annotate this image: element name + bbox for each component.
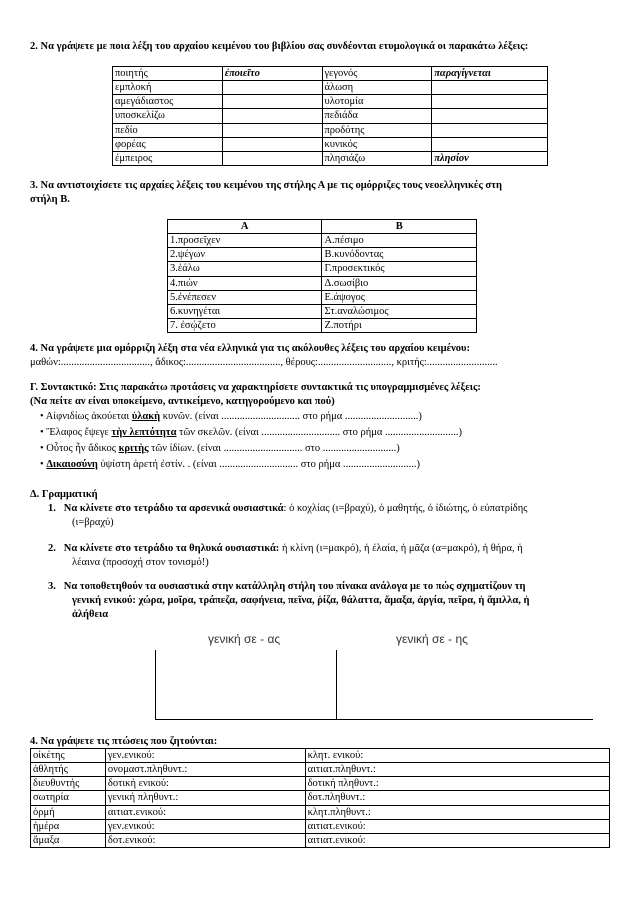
q4b-cell: δοτική ενικού: <box>105 777 305 791</box>
q4b-cell: σωτηρία <box>31 791 106 805</box>
q2-cell <box>222 81 322 95</box>
q4b-cell: ἅμαξα <box>31 833 106 847</box>
q4b-row <box>31 791 610 805</box>
q4b-cell: ἀθλητής <box>31 763 106 777</box>
gamma-sentence-2: • Ἔλαφος ἔψεγε τὴν λεπτότητα τῶν σκελῶν. (είναι .............................. στο ρήμα ............................) <box>40 427 463 438</box>
q3-cell: Ε.άψογος <box>322 290 477 304</box>
delta-item-3-line3: ἀλήθεια <box>72 609 109 620</box>
q2-cell <box>432 137 548 151</box>
underlined-word: κριτὴς <box>118 443 149 454</box>
q3-cell: 5.ἐνέπεσεν <box>168 290 322 304</box>
q2-cell: παραγίγνεται <box>432 67 548 81</box>
q3-header-cell: Β <box>322 220 477 234</box>
q2-row <box>113 151 548 165</box>
q4b-cell: κλητ.πληθυντ.: <box>305 805 609 819</box>
q4b-cell: αιτιατ.πληθυντ.: <box>305 763 609 777</box>
q2-row <box>113 67 548 81</box>
q2-row <box>113 95 548 109</box>
q4-title: 4. Να γράψετε μια ομόρριζη λέξη στα νέα ελληνικά για τις ακόλουθες λέξεις του αρχαίου κειμένου: <box>30 343 470 354</box>
delta-item-1: 1. Να κλίνετε στο τετράδιο τα αρσενικά ουσιαστικά: ὁ κοχλίας (ι=βραχύ), ὁ μαθητής, ὁ ἰδιώτης, ὁ εὐπατρίδης <box>48 503 528 514</box>
q2-cell <box>222 123 322 137</box>
q4b-row <box>31 805 610 819</box>
column-header-as: γενική σε - ας <box>208 632 281 646</box>
q2-cell: κυνικός <box>322 137 432 151</box>
column-header-is: γενική σε - ης <box>396 632 468 646</box>
box-left-border <box>155 650 156 720</box>
underlined-word: τὴν λεπτότητα <box>111 427 177 438</box>
q3-cell: 1.προσεῖχεν <box>168 234 322 248</box>
q2-cell <box>222 151 322 165</box>
q2-cell: πλησιάζω <box>322 151 432 165</box>
delta-item-2: 2. Να κλίνετε στο τετράδιο τα θηλυκά ουσιαστικά: ἡ κλίνη (ι=μακρό), ἡ ἐλαία, ἡ μᾶζα (α=μακρό), ἡ θήρα, ἡ <box>48 543 523 554</box>
box-divider <box>336 650 337 720</box>
q2-cell <box>432 123 548 137</box>
q2-cell: υλοτομία <box>322 95 432 109</box>
q2-cell: εμπλοκή <box>113 81 223 95</box>
q3-row <box>168 304 477 318</box>
q4b-cell: διευθυντής <box>31 777 106 791</box>
q2-cell <box>432 95 548 109</box>
q4b-row <box>31 819 610 833</box>
underlined-word: ὑλακὴ <box>131 411 161 422</box>
q2-cell: ποιητής <box>113 67 223 81</box>
q3-cell: Ζ.ποτήρι <box>322 318 477 332</box>
q3-cell: Α.πέσιμο <box>322 234 477 248</box>
q3-cell: Δ.σωσίβιο <box>322 276 477 290</box>
q4b-cell: δοτική πληθυντ.: <box>305 777 609 791</box>
q2-cell <box>222 137 322 151</box>
q4b-cell: κλητ. ενικού: <box>305 749 609 763</box>
q3-title-line1: 3. Να αντιστοιχίσετε τις αρχαίες λέξεις του κειμένου της στήλης Α με τις ομόρριζες τους νεοελληνικές στη <box>30 180 502 191</box>
gamma-title-line1: Γ. Συντακτικό: Στις παρακάτω προτάσεις να χαρακτηρίσετε συντακτικά τις υπογραμμισμένες λέξεις: <box>30 382 481 393</box>
q3-row <box>168 290 477 304</box>
q4b-row <box>31 777 610 791</box>
q2-row <box>113 109 548 123</box>
q4b-cell: δοτ.πληθυντ.: <box>305 791 609 805</box>
delta-item-3: 3. Να τοποθετηθούν τα ουσιαστικά στην κατάλληλη στήλη του πίνακα ανάλογα με το πώς σχηματίζουν τη <box>48 581 526 592</box>
q3-cell: 7. ἐσῴζετο <box>168 318 322 332</box>
q2-row <box>113 137 548 151</box>
q2-cell <box>432 109 548 123</box>
q4b-row <box>31 833 610 847</box>
gamma-title-line2: (Να πείτε αν είναι υποκείμενο, αντικείμενο, κατηγορούμενο και πού) <box>30 396 335 407</box>
q2-cell: αμεγάδιαστος <box>113 95 223 109</box>
q4b-cell: ὁρμή <box>31 805 106 819</box>
q3-row <box>168 318 477 332</box>
q3-header-cell: Α <box>168 220 322 234</box>
delta-title: Δ. Γραμματική <box>30 489 98 500</box>
q4b-row <box>31 749 610 763</box>
q4b-cell: ονομαστ.πληθυντ.: <box>105 763 305 777</box>
q2-row <box>113 81 548 95</box>
q2-cell: προδότης <box>322 123 432 137</box>
q2-cell <box>222 95 322 109</box>
q4b-cell: ἡμέρα <box>31 819 106 833</box>
q2-cell: άλωση <box>322 81 432 95</box>
q2-table <box>112 66 548 166</box>
q3-cell: 2.ψέγων <box>168 248 322 262</box>
q4b-cell: γενική πληθυντ.: <box>105 791 305 805</box>
q3-row <box>168 248 477 262</box>
q4-blanks-line: μαθών:.................................., ἄδικος:...................................., θέρους:............................, κριτής:........................... <box>30 357 498 368</box>
delta-item-2-cont: λέαινα (προσοχή στον τονισμό!) <box>72 557 209 568</box>
q3-cell: 4.πιών <box>168 276 322 290</box>
q4b-row <box>31 763 610 777</box>
q3-row <box>168 234 477 248</box>
q4b-cell: δοτ.ενικού: <box>105 833 305 847</box>
q3-cell: Γ.προσεκτικός <box>322 262 477 276</box>
q4b-cell: αιτιατ.ενικού: <box>305 833 609 847</box>
q4b-cell: αιτιατ.ενικού: <box>105 805 305 819</box>
q2-cell: πεδιάδα <box>322 109 432 123</box>
q3-table <box>167 219 477 333</box>
q2-row <box>113 123 548 137</box>
q2-cell: φορέας <box>113 137 223 151</box>
q3-cell: Β.κυνόδοντας <box>322 248 477 262</box>
q2-cell <box>432 81 548 95</box>
q2-title: 2. Να γράψετε με ποια λέξη του αρχαίου κειμένου του βιβλίου σας συνδέονται ετυμολογικά οι παρακάτω λέξεις: <box>30 41 529 52</box>
q3-title-line2: στήλη Β. <box>30 194 70 205</box>
delta-item-1-cont: (ι=βραχύ) <box>72 517 114 528</box>
q3-header-row <box>168 220 477 234</box>
q4b-table <box>30 748 610 848</box>
q4b-cell: γεν.ενικού: <box>105 749 305 763</box>
gamma-sentence-3: • Οὗτος ἦν ἄδικος κριτὴς τῶν ἰδίων. (είναι .............................. στο ............................) <box>40 443 400 454</box>
box-bottom-border <box>155 719 593 720</box>
q4b-cell: αιτιατ.ενικού: <box>305 819 609 833</box>
q3-cell: 3.ἑάλω <box>168 262 322 276</box>
q2-cell <box>222 109 322 123</box>
q4b-cell: γεν.ενικού: <box>105 819 305 833</box>
underlined-word: Δικαιοσύνη <box>46 459 98 470</box>
q2-cell: πεδίο <box>113 123 223 137</box>
q3-row <box>168 276 477 290</box>
q3-row <box>168 262 477 276</box>
q4b-cell: οἰκέτης <box>31 749 106 763</box>
q4b-title: 4. Να γράψετε τις πτώσεις που ζητούνται: <box>30 736 218 747</box>
q2-cell: πλησίον <box>432 151 548 165</box>
q3-cell: 6.κυνηγέται <box>168 304 322 318</box>
gamma-sentence-4: • Δικαιοσύνη ὑψίστη ἀρετή ἐστίν. . (είναι .............................. στο ρήμα ............................) <box>40 459 420 470</box>
q2-cell: ἐποιεῖτο <box>222 67 322 81</box>
gamma-sentence-1: • Αἰφνιδίως ἀκούεται ὑλακὴ κυνῶν. (είναι .............................. στο ρήμα ............................) <box>40 411 422 422</box>
q2-cell: έμπειρος <box>113 151 223 165</box>
q2-cell: γεγονός <box>322 67 432 81</box>
delta-item-3-line2: γενική ενικού: χώρα, μοῖρα, τράπεζα, σαφήνεια, πεῖνα, ῥίζα, θάλαττα, ἅμαξα, ἀργία, πεῖρα, ἡ ἅμιλλα, ἡ <box>72 595 530 606</box>
q3-cell: Στ.αναλώσιμος <box>322 304 477 318</box>
q2-cell: υποσκελίζω <box>113 109 223 123</box>
